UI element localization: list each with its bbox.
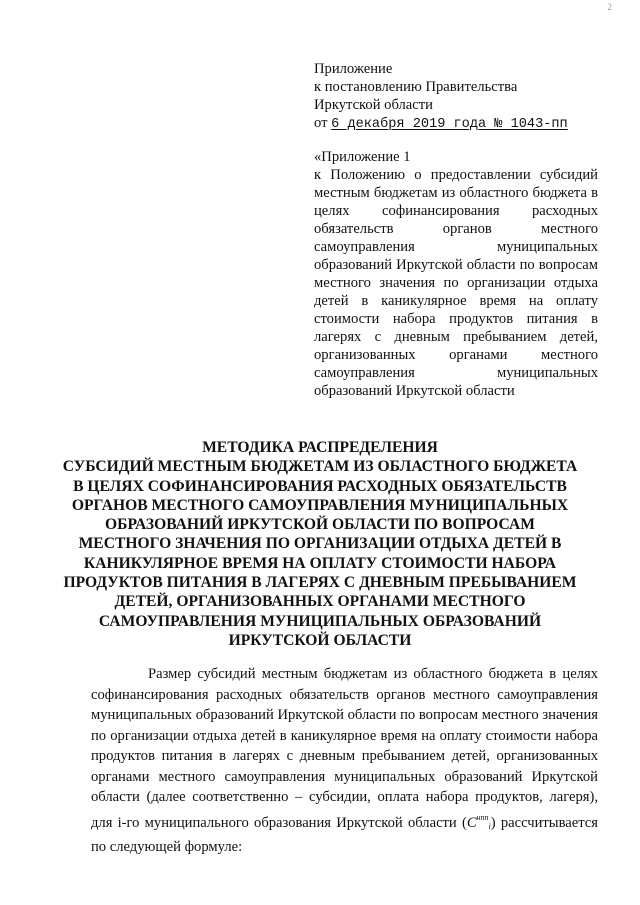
- formula-superscript: нпп: [476, 812, 489, 822]
- paragraph-text-end: ) рассчитывается по следующей формуле:: [91, 814, 598, 855]
- annex-description: к Положению о предоставлении субсидий местным бюджетам из областного бюджета в целях софинансирования расходных обязательств органов местного самоуправления муниципальных образований Иркутской области по вопросам местного значения по организации отдыха детей в каникулярное время на оплату стоимости набора продуктов питания в лагерях с дневным пребыванием детей, организованных органами местного самоуправления муниципальных образований Иркутской области: [314, 167, 598, 399]
- resolution-date: 6 декабря 2019 года № 1043-пп: [331, 117, 568, 132]
- methodology-title-line: КАНИКУЛЯРНОЕ ВРЕМЯ НА ОПЛАТУ СТОИМОСТИ НАБОРА: [83, 554, 557, 572]
- annex-title: «Приложение 1: [314, 149, 411, 165]
- methodology-title-line: ПРОДУКТОВ ПИТАНИЯ В ЛАГЕРЯХ С ДНЕВНЫМ ПРЕБЫВАНИЕМ: [63, 574, 577, 592]
- paragraph-text: Размер субсидий местным бюджетам из областного бюджета в целях софинансирования расходных обязательств органов местного самоуправления муниципальных образований Иркутской области по вопросам местного значения по организации отдыха детей в каникулярное время на оплату стоимости набора продуктов питания в лагерях с дневным пребыванием детей, организованных органами местного самоуправления муниципальных образований Иркутской области (далее соответственно – субсидии, оплата набора продуктов, лагеря), для i-го муниципального образования Иркутской области (: [91, 666, 598, 831]
- page-number: 2: [607, 2, 612, 12]
- formula-base: C: [466, 814, 477, 831]
- methodology-title: [60, 438, 580, 650]
- subsidy-formula-symbol: [466, 812, 491, 831]
- methodology-title-line: ДЕТЕЙ, ОРГАНИЗОВАННЫХ ОРГАНАМИ МЕСТНОГО: [114, 593, 526, 611]
- appendix-header: [314, 60, 598, 134]
- methodology-title-line: ОБРАЗОВАНИЙ ИРКУТСКОЙ ОБЛАСТИ ПО ВОПРОСАМ: [105, 516, 535, 534]
- appendix-resolution: к постановлению Правительства: [314, 79, 518, 95]
- methodology-title-line: В ЦЕЛЯХ СОФИНАНСИРОВАНИЯ РАСХОДНЫХ ОБЯЗАТЕЛЬСТВ: [73, 477, 567, 495]
- methodology-title-line: ОРГАНОВ МЕСТНОГО САМОУПРАВЛЕНИЯ МУНИЦИПАЛЬНЫХ: [71, 496, 569, 514]
- methodology-title-line: МЕСТНОГО ЗНАЧЕНИЯ ПО ОРГАНИЗАЦИИ ОТДЫХА ДЕТЕЙ В: [78, 535, 562, 553]
- appendix-region: Иркутской области: [314, 97, 433, 113]
- methodology-title-line: ИРКУТСКОЙ ОБЛАСТИ: [228, 631, 412, 649]
- appendix-date-line: [314, 114, 598, 134]
- methodology-title-line: САМОУПРАВЛЕНИЯ МУНИЦИПАЛЬНЫХ ОБРАЗОВАНИЙ: [98, 612, 542, 630]
- formula-subscript: i: [488, 821, 491, 831]
- methodology-title-line: СУБСИДИЙ МЕСТНЫМ БЮДЖЕТАМ ИЗ ОБЛАСТНОГО БЮДЖЕТА: [62, 458, 578, 476]
- annex-header: [314, 148, 598, 400]
- appendix-label: Приложение: [314, 61, 393, 77]
- date-prefix: от: [314, 115, 332, 131]
- body-paragraph: [91, 664, 598, 858]
- methodology-title-line: МЕТОДИКА РАСПРЕДЕЛЕНИЯ: [202, 439, 438, 456]
